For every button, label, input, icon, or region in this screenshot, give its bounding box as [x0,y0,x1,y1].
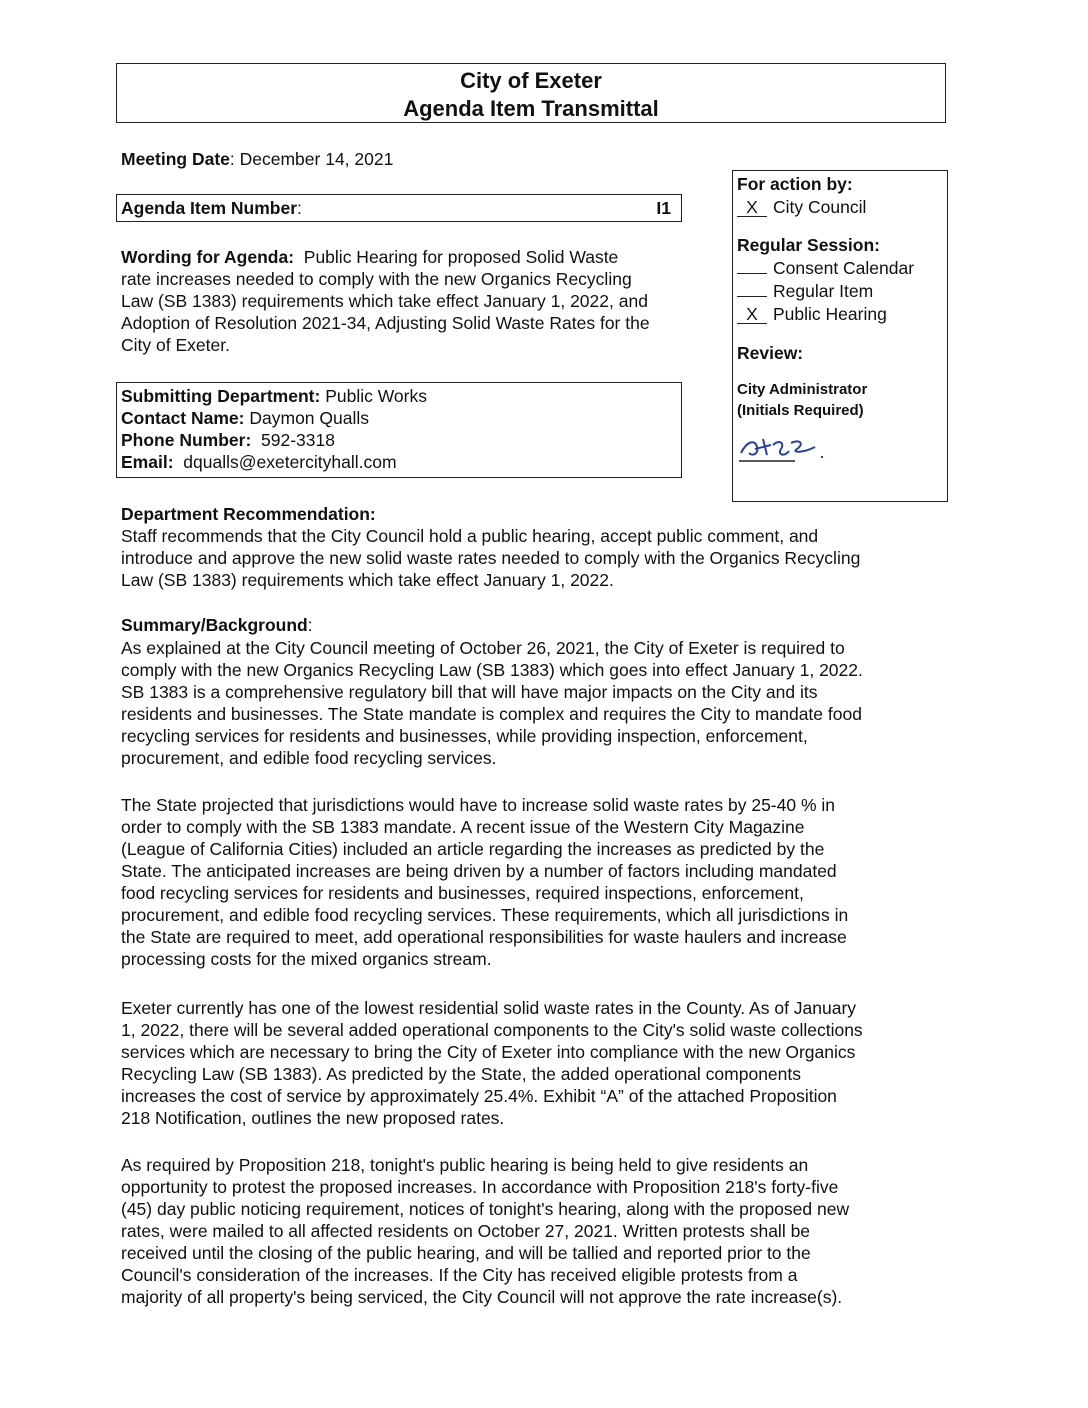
paragraph-line: The State projected that jurisdictions would have to increase solid waste rates by 25-40 % in [121,795,835,815]
summary-paragraph-3 [121,997,947,1129]
agenda-item-number-value: I1 [656,198,671,218]
wording-line: City of Exeter. [121,335,230,355]
paragraph-line: majority of all property's being serviced, the City Council will not approve the rate increase(s). [121,1287,843,1307]
paragraph-line: Exeter currently has one of the lowest residential solid waste rates in the County. As of January [121,998,857,1018]
recommendation-line: Law (SB 1383) requirements which take effect January 1, 2022. [121,570,614,590]
contact-box [116,382,682,478]
recommendation-line: Staff recommends that the City Council hold a public hearing, accept public comment, and [121,526,819,546]
dept-value: Public Works [325,386,427,406]
recommendation-section [121,503,947,591]
wording-line: rate increases needed to comply with the new Organics Recycling [121,269,632,289]
agenda-item-number-label: Agenda Item Number [121,198,297,218]
regular-session-label: Regular Session: [737,235,880,255]
public-hearing-label: Public Hearing [773,304,887,324]
paragraph-line: SB 1383 is a comprehensive regulatory bill that will have major impacts on the City and its [121,682,818,702]
summary-heading [121,614,947,636]
meeting-date-value: : December 14, 2021 [229,149,394,169]
summary-paragraph-4 [121,1154,947,1308]
summary-paragraph-1 [121,637,947,769]
summary-paragraph-2 [121,794,947,970]
transmittal-title: Agenda Item Transmittal [403,96,659,121]
city-title: City of Exeter [460,68,602,93]
paragraph-line: procurement, and edible food recycling services. [121,748,497,768]
paragraph-line: State. The anticipated increases are being driven by a number of factors including mandated [121,861,837,881]
paragraph-line: recycling services for residents and businesses, while providing inspection, enforcement, [121,726,808,746]
paragraph-line: residents and businesses. The State mandate is complex and requires the City to mandate food [121,704,862,724]
phone-label: Phone Number: [121,430,252,450]
paragraph-line: processing costs for the mixed organics stream. [121,949,492,969]
paragraph-line: comply with the new Organics Recycling Law (SB 1383) which goes into effect January 1, 2022. [121,660,863,680]
summary-heading-colon: : [307,615,313,635]
email-label: Email: [121,452,174,472]
contact-name-label: Contact Name: [121,408,245,428]
paragraph-line: 218 Notification, outlines the new proposed rates. [121,1108,505,1128]
paragraph-line: rates, were mailed to all affected residents on October 27, 2021. Written protests shall be [121,1221,811,1241]
meeting-date [121,148,393,170]
paragraph-line: increases the cost of service by approximately 25.4%. Exhibit “A” of the attached Proposition [121,1086,837,1106]
meeting-date-label: Meeting Date [121,149,230,169]
wording-line: Adoption of Resolution 2021-34, Adjusting Solid Waste Rates for the [121,313,650,333]
paragraph-line: 1, 2022, there will be several added operational components to the City's solid waste collections [121,1020,863,1040]
paragraph-line: services which are necessary to bring the City of Exeter into compliance with the new Organics [121,1042,856,1062]
phone-value: 592-3318 [261,430,335,450]
agenda-item-number-box [116,194,682,222]
consent-checkbox [737,273,767,274]
wording-line: Public Hearing for proposed Solid Waste [303,247,619,267]
paragraph-line: Council's consideration of the increases. If the City has received eligible protests from a [121,1265,798,1285]
paragraph-line: procurement, and edible food recycling services. These requirements, which all jurisdictions in [121,905,849,925]
initials-signature-icon [733,431,853,471]
paragraph-line: As required by Proposition 218, tonight's public hearing is being held to give residents an [121,1155,809,1175]
paragraph-line: order to comply with the SB 1383 mandate. A recent issue of the Western City Magazine [121,817,805,837]
public-hearing-checkbox: X [737,305,767,324]
paragraph-line: received until the closing of the public hearing, and will be tallied and reported prior to the [121,1243,811,1263]
recommendation-line: introduce and approve the new solid waste rates needed to comply with the Organics Recycling [121,548,861,568]
recommendation-heading: Department Recommendation: [121,504,376,524]
paragraph-line: Recycling Law (SB 1383). As predicted by the State, the added operational components [121,1064,802,1084]
action-box [732,170,948,502]
paragraph-line: (45) day public noticing requirement, notices of tonight's hearing, along with the proposed new [121,1199,850,1219]
for-action-label: For action by: [737,174,853,194]
admin-line1: City Administrator [737,381,868,398]
council-checkbox: X [737,198,767,217]
paragraph-line: (League of California Cities) included an article regarding the increases as predicted by the [121,839,825,859]
regular-item-label: Regular Item [773,281,874,301]
wording-label: Wording for Agenda: [121,247,295,267]
dept-label: Submitting Department: [121,386,321,406]
contact-name-value: Daymon Qualls [249,408,370,428]
council-label: City Council [773,197,867,217]
email-value: dqualls@exetercityhall.com [183,452,397,472]
summary-heading-text: Summary/Background [121,615,308,635]
consent-label: Consent Calendar [773,258,915,278]
paragraph-line: the State are required to meet, add operational responsibilities for waste haulers and increase [121,927,847,947]
header-box [116,63,946,123]
wording-for-agenda [121,246,721,356]
review-label: Review: [737,343,804,363]
admin-line2: (Initials Required) [737,402,864,419]
paragraph-line: food recycling services for residents and businesses, required inspections, enforcement, [121,883,804,903]
paragraph-line: As explained at the City Council meeting of October 26, 2021, the City of Exeter is required to [121,638,845,658]
agenda-item-colon: : [297,198,302,218]
paragraph-line: opportunity to protest the proposed increases. In accordance with Proposition 218's forty-five [121,1177,839,1197]
regular-item-checkbox [737,296,767,297]
wording-line: Law (SB 1383) requirements which take effect January 1, 2022, and [121,291,648,311]
